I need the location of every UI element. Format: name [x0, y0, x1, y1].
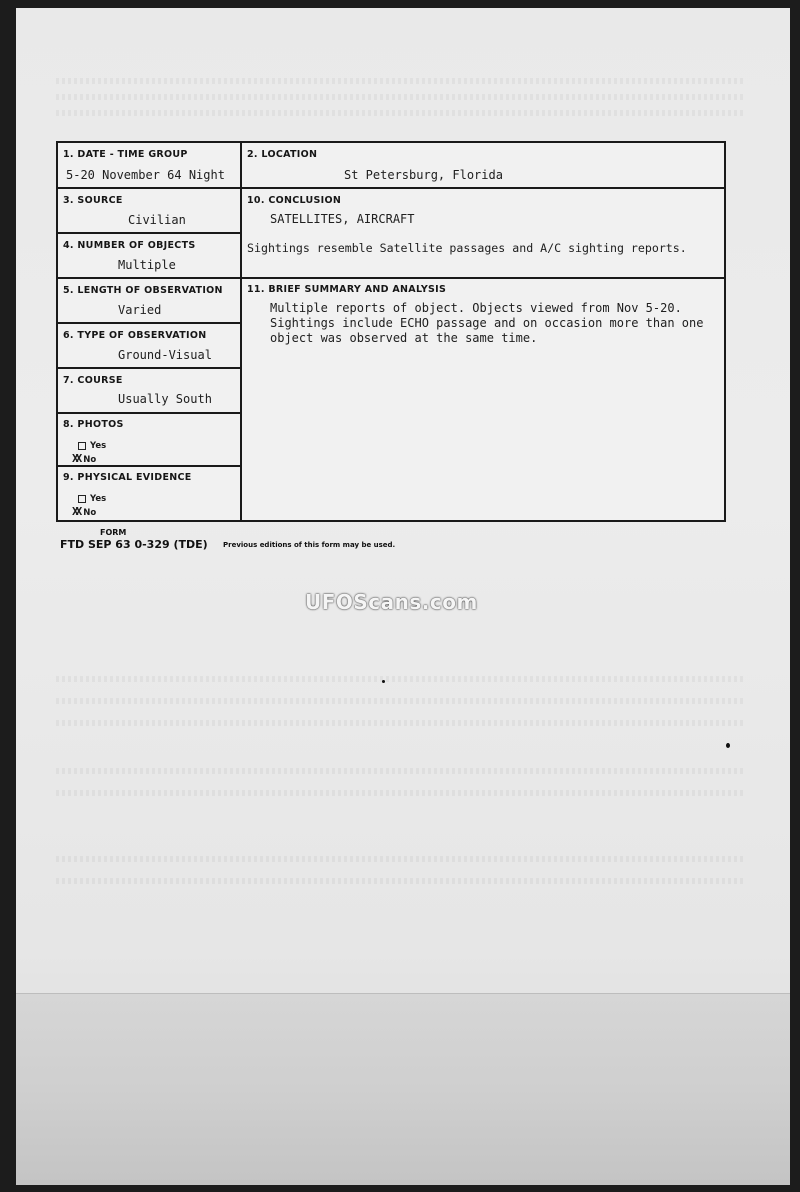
summary-line: Sightings include ECHO passage and on occasion more than one	[270, 316, 704, 330]
scan-speck	[382, 680, 385, 683]
location-value: St Petersburg, Florida	[344, 168, 503, 182]
underlying-page	[16, 993, 790, 1185]
site-watermark: UFOScans.com	[305, 590, 478, 614]
conclusion-label: 10. CONCLUSION	[247, 195, 342, 206]
photos-label: 8. PHOTOS	[63, 419, 124, 430]
physical-evidence-yes-option	[78, 494, 106, 504]
photos-yes-option	[78, 441, 106, 451]
row-divider	[240, 277, 726, 279]
row-divider	[58, 187, 240, 189]
bleed-through-text	[56, 768, 746, 774]
bleed-through-text	[56, 856, 746, 862]
row-divider	[58, 277, 240, 279]
course-value: Usually South	[118, 392, 212, 406]
column-divider	[240, 143, 242, 520]
bleed-through-text	[56, 790, 746, 796]
checkbox-empty-icon	[78, 495, 86, 503]
bleed-through-text	[56, 698, 746, 704]
summary-text	[270, 301, 720, 346]
physical-evidence-no-label: No	[83, 508, 97, 518]
source-value: Civilian	[128, 213, 186, 227]
type-of-observation-value: Ground-Visual	[118, 348, 212, 362]
bleed-through-text	[56, 94, 746, 100]
conclusion-value: SATELLITES, AIRCRAFT	[270, 212, 415, 226]
bleed-through-text	[56, 110, 746, 116]
length-of-observation-value: Varied	[118, 303, 162, 317]
row-divider	[58, 232, 240, 234]
physical-evidence-label: 9. PHYSICAL EVIDENCE	[63, 472, 192, 483]
physical-evidence-no-option	[72, 505, 96, 518]
course-label: 7. COURSE	[63, 375, 123, 386]
date-time-value: 5-20 November 64 Night	[66, 168, 225, 182]
form-id: FTD SEP 63 0-329 (TDE)	[60, 538, 208, 551]
summary-label: 11. BRIEF SUMMARY AND ANALYSIS	[247, 284, 447, 295]
form-word: FORM	[100, 528, 127, 537]
summary-line: object was observed at the same time.	[270, 331, 538, 345]
row-divider	[58, 322, 240, 324]
number-of-objects-label: 4. NUMBER OF OBJECTS	[63, 240, 196, 251]
conclusion-note: Sightings resemble Satellite passages and A/C sighting reports.	[247, 241, 687, 255]
summary-line: Multiple reports of object. Objects viewed from Nov 5-20.	[270, 301, 682, 315]
previous-editions-note: Previous editions of this form may be used.	[223, 541, 396, 549]
row-divider	[58, 367, 240, 369]
photos-no-option	[72, 452, 96, 465]
length-of-observation-label: 5. LENGTH OF OBSERVATION	[63, 285, 223, 296]
date-time-label: 1. DATE - TIME GROUP	[63, 149, 188, 160]
typed-x-mark: XX	[72, 505, 80, 518]
bleed-through-text	[56, 720, 746, 726]
bleed-through-text	[56, 78, 746, 84]
typed-x-mark: XX	[72, 452, 80, 465]
number-of-objects-value: Multiple	[118, 258, 176, 272]
scan-speck	[726, 743, 730, 748]
type-of-observation-label: 6. TYPE OF OBSERVATION	[63, 330, 207, 341]
photos-yes-label: Yes	[90, 441, 107, 451]
bleed-through-text	[56, 878, 746, 884]
physical-evidence-yes-label: Yes	[90, 494, 107, 504]
row-divider	[240, 187, 726, 189]
photos-no-label: No	[83, 455, 97, 465]
checkbox-empty-icon	[78, 442, 86, 450]
project-record-card	[56, 141, 726, 522]
source-label: 3. SOURCE	[63, 195, 123, 206]
bleed-through-text	[56, 676, 746, 682]
row-divider	[58, 412, 240, 414]
row-divider	[58, 465, 240, 467]
location-label: 2. LOCATION	[247, 149, 318, 160]
